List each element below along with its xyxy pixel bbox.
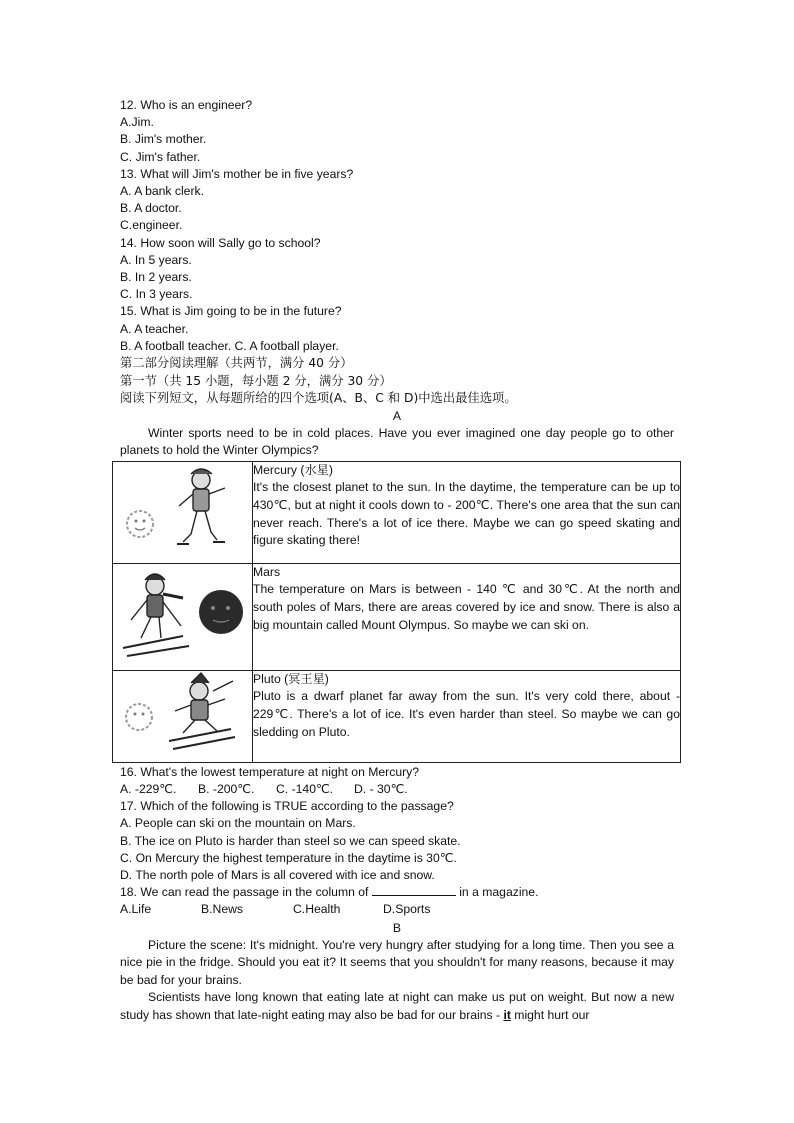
option: A.Life	[120, 902, 152, 917]
passage-b-letter: B	[392, 920, 402, 935]
planets-table	[112, 461, 681, 763]
planet-name: Mercury (水星)	[253, 462, 333, 477]
planet-name: Pluto (冥王星)	[253, 671, 329, 686]
skater-figure-icon	[177, 469, 225, 544]
option: A. -229℃.	[120, 782, 177, 797]
planet-row-mars	[113, 563, 681, 670]
question-stem: 13. What will Jim's mother be in five years?	[120, 166, 354, 181]
option: B. Jim's mother.	[120, 132, 207, 147]
pluto-sledder-image	[113, 670, 253, 762]
moon-face-icon	[126, 704, 152, 730]
question-15	[120, 303, 674, 355]
passage-b-paragraph-2: Scientists have long known that eating late at night can make us put on weight. But now a new study has shown that late-night eating may also be bad for our brains - it might hurt our	[120, 990, 674, 1022]
option: A. People can ski on the mountain on Mars.	[120, 816, 356, 831]
option: D. - 30℃.	[354, 782, 408, 797]
question-13	[120, 166, 674, 235]
option: A.Jim.	[120, 115, 154, 130]
option: C. -140℃.	[276, 782, 334, 797]
section-heading-part2: 第二部分阅读理解（共两节，满分 40 分）	[120, 356, 353, 371]
option: B. The ice on Pluto is harder than steel so we can speed skate.	[120, 833, 461, 848]
section-heading-sec1: 第一节（共 15 小题，每小题 2 分，满分 30 分）	[120, 373, 392, 388]
sun-face-icon	[127, 511, 153, 537]
question-17	[120, 798, 674, 884]
option: B. A football teacher. C. A football player.	[120, 338, 339, 353]
options-row	[120, 901, 674, 918]
planet-row-pluto	[113, 670, 681, 762]
planet-cell-mars	[253, 563, 681, 670]
option: C.engineer.	[120, 218, 183, 233]
option: C.Health	[293, 902, 341, 917]
skier-figure-icon	[123, 574, 189, 656]
question-stem: 15. What is Jim going to be in the future?	[120, 304, 342, 319]
option: B. In 2 years.	[120, 270, 192, 285]
planet-row-mercury	[113, 461, 681, 563]
question-14	[120, 235, 674, 304]
underlined-word: it	[503, 1007, 511, 1022]
sledder-figure-icon	[169, 673, 235, 749]
option: B.News	[201, 902, 243, 917]
option: A. In 5 years.	[120, 252, 192, 267]
option: D. The north pole of Mars is all covered with ice and snow.	[120, 868, 435, 883]
option: B. -200℃.	[198, 782, 255, 797]
option: B. A doctor.	[120, 201, 182, 216]
option: A. A bank clerk.	[120, 184, 205, 199]
planet-cell-mercury	[253, 461, 681, 563]
passage-a-intro: Winter sports need to be in cold places. Have you ever imagined one day people go to other planets to hold the Winter Olympics?	[120, 426, 674, 458]
option: C. Jim's father.	[120, 149, 201, 164]
passage-b-paragraph-1: Picture the scene: It's midnight. You're very hungry after studying for a long time. Then you see a nice pie in the fridge. Should you eat it? It seems that you shouldn't for many reasons, because it may be bad for your brains.	[120, 937, 674, 987]
planet-text: The temperature on Mars is between - 140 ℃ and 30℃. At the north and south poles of Mars, there are areas covered by ice and snow. There is also a big mountain called Mount Olympus. So maybe we can ski on.	[253, 582, 680, 632]
option: D.Sports	[383, 902, 431, 917]
option: C. On Mercury the highest temperature in the daytime is 30℃.	[120, 850, 457, 865]
question-16	[120, 764, 674, 798]
planet-cell-pluto	[253, 670, 681, 762]
section-instruction: 阅读下列短文，从每题所给的四个选项(A、B、C 和 D)中选出最佳选项。	[120, 391, 517, 406]
question-stem: 18. We can read the passage in the column of in a magazine.	[120, 885, 539, 900]
mercury-skater-image	[113, 461, 253, 563]
option: C. In 3 years.	[120, 287, 193, 302]
planet-name: Mars	[253, 564, 281, 579]
question-12	[120, 97, 674, 166]
options-row	[120, 781, 674, 798]
passage-a-letter: A	[392, 408, 402, 423]
question-18	[120, 884, 674, 918]
question-stem: 17. Which of the following is TRUE according to the passage?	[120, 799, 454, 814]
planet-face-icon	[199, 590, 243, 634]
question-stem: 12. Who is an engineer?	[120, 98, 253, 112]
planet-text: Pluto is a dwarf planet far away from the sun. It's very cold there, about - 229℃. There's a lot of ice. It's even harder than steel. So maybe we can go sledding on Pluto.	[253, 689, 680, 739]
exam-page	[120, 97, 680, 1024]
answer-blank	[372, 884, 456, 896]
question-stem: 16. What's the lowest temperature at night on Mercury?	[120, 764, 420, 779]
question-stem: 14. How soon will Sally go to school?	[120, 235, 321, 250]
planet-text: It's the closest planet to the sun. In the daytime, the temperature can be up to 430℃, but at night it cools down to - 200℃. There's one area that the sun can never reach. There's a lot of ice there. Maybe we can go speed skating and figure skating there!	[253, 480, 680, 548]
mars-skier-image	[113, 563, 253, 670]
option: A. A teacher.	[120, 321, 189, 336]
